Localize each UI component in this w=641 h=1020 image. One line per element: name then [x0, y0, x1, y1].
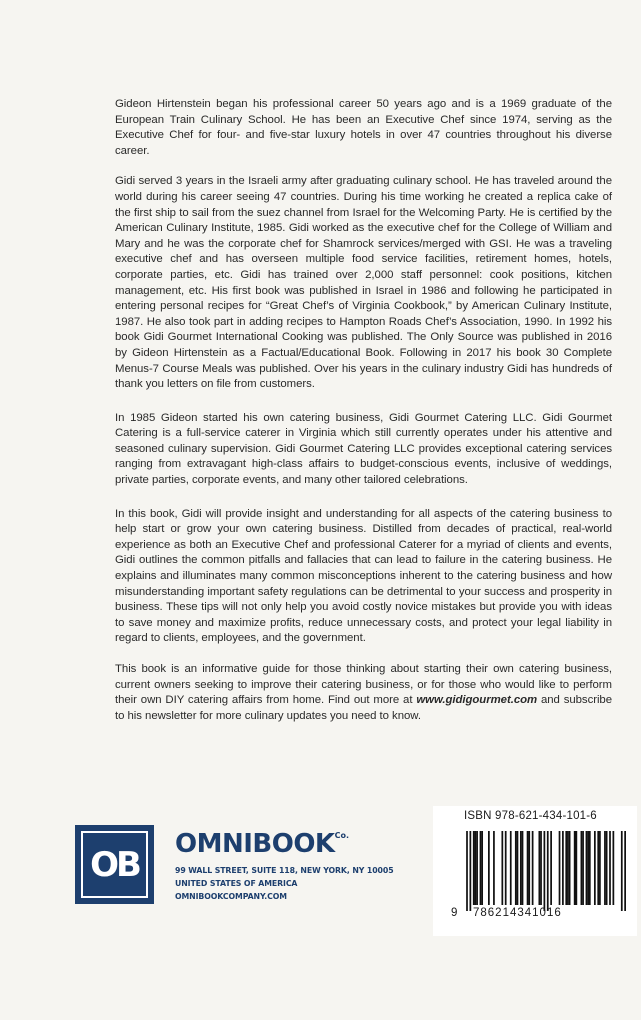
isbn-label: ISBN 978-621-434-101-6	[464, 810, 597, 822]
barcode-bar	[527, 831, 529, 905]
paragraph-closing	[115, 662, 612, 724]
barcode-bar	[522, 831, 524, 905]
paragraph-book-summary: In this book, Gidi will provide insight and understanding for all aspects of the catering business to help start or grow your own catering business. Distilled from decades of practical, real-world experience as both an Executive Chef and professional Caterer for a myriad of clients and events, Gidi outlines the common pitfalls and fallacies that can lead to failure in the catering business. He explains and illuminates many common misconceptions inherent to the catering business and how misunderstanding important safety regulations can be detrimental to your success and prosperity in business. These tips will not only help you avoid costly novice mistakes but provide you with ideas to save money and maximize profits, reduce unnecessary costs, and protect your legal liability in regard to clients, employees, and the government.	[115, 507, 612, 645]
closing-text-end: and subscribe to his newsletter for more culinary updates you need to know.	[115, 694, 613, 722]
barcode-bar	[476, 831, 478, 905]
barcode-bar	[565, 831, 567, 905]
barcode-bar	[480, 831, 482, 905]
barcode-bar	[586, 831, 588, 905]
barcode-bar	[517, 831, 519, 905]
barcode-bar	[559, 831, 561, 905]
barcode-bar	[581, 831, 583, 905]
barcode-icon	[451, 831, 631, 911]
barcode-first-digit: 9	[451, 907, 458, 919]
barcode-bar	[567, 831, 569, 905]
barcode-bar	[574, 831, 576, 905]
barcode-bar	[621, 831, 623, 911]
barcode-bar	[520, 831, 522, 905]
paragraph-career: Gidi served 3 years in the Israeli army after graduating culinary school. He has traveled around the world during his career seeing 47 countries. During his time working he created a replica cake of the first ship to sail from the suez channel from Israel for the Welcoming Party. He is certified by the American Culinary Institute, 1985. Gidi worked as the executive chef for the College of William and Mary and he was the corporate chef for Shamrock services/merged with GSI. He was a traveling executive chef and has overseen multiple food service facilities, retirement homes, hotels, corporate parties, etc. Gidi has trained over 2,000 staff personnel: cook positions, kitchen management, etc. His first book was published in Israel in 1986 and following he participated in entering personal recipes for “Great Chef’s of Virginia Cookbook,” by American Culinary Institute, 1987. He also took part in adding recipes to Hampton Roads Chef’s Association, 1990. In 1992 his book Gidi Gourmet International Cooking was published. The Only Source was published in 2016 by Gideon Hirtenstein as a Factual/Educational Book. Following in 2017 his book 30 Complete Menus-7 Course Meals was published. Over his years in the culinary industry Gidi has hundreds of thank you letters on file from customers.	[115, 175, 612, 391]
barcode-bar	[609, 831, 611, 905]
publisher-block	[75, 825, 395, 905]
barcode-bar	[488, 831, 490, 905]
publisher-logo-letters: OB	[81, 831, 148, 898]
barcode-bar	[599, 831, 601, 905]
barcode-bar	[473, 831, 475, 905]
barcode-bar	[466, 831, 468, 911]
barcode-bar	[470, 831, 472, 911]
barcode-bar	[604, 831, 606, 905]
barcode-bar	[475, 831, 477, 905]
barcode-bar	[582, 831, 584, 905]
barcode-bar	[550, 831, 552, 905]
barcode-bar	[569, 831, 571, 905]
publisher-name	[175, 829, 349, 859]
isbn-barcode-box	[433, 806, 637, 936]
closing-text-start: This book is an informative guide for those thinking about starting their own catering business, current owners seeking to improve their catering business, or for those who would like to perform their own DIY catering affairs from home. Find out more at	[115, 663, 612, 707]
barcode-bar	[613, 831, 615, 905]
publisher-name-text: OMNIBOOK	[175, 829, 335, 859]
publisher-website: OMNIBOOKCOMPANY.COM	[175, 892, 287, 901]
back-cover-text	[115, 97, 612, 739]
barcode-remaining-digits: 786214341016	[473, 907, 562, 919]
barcode-bar	[547, 831, 549, 911]
website-link[interactable]: www.gidigourmet.com	[416, 694, 538, 707]
paragraph-bio: Gideon Hirtenstein began his professional career 50 years ago and is a 1969 graduate of the European Train Culinary School. He has been an Executive Chef since 1974, serving as the Executive Chef for four- and five-star luxury hotels in over 47 countries throughout his diverse career.	[115, 98, 612, 157]
barcode-bar	[624, 831, 626, 911]
publisher-address: 99 WALL STREET, SUITE 118, NEW YORK, NY 10005	[175, 866, 394, 875]
paragraph-catering-business: In 1985 Gideon started his own catering business, Gidi Gourmet Catering LLC. Gidi Gourmet Catering is a full-service caterer in Virginia which still currently operates under his attentive and seasoned culinary supervision. Gidi Gourmet Catering LLC provides exceptional catering services ranging from extravagant high-class affairs to budget-conscious events, inclusive of weddings, private parties, corporate events, and many other tailored celebrations.	[115, 411, 612, 487]
barcode-bar	[515, 831, 517, 905]
barcode-bar	[587, 831, 589, 905]
barcode-bar	[510, 831, 512, 905]
barcode-bar	[540, 831, 542, 905]
publisher-country: UNITED STATES OF AMERICA	[175, 879, 298, 888]
barcode-bar	[589, 831, 591, 905]
publisher-name-suffix: Co.	[334, 831, 349, 840]
barcode-bar	[532, 831, 534, 905]
barcode-bar	[501, 831, 503, 905]
barcode-bar	[594, 831, 596, 905]
barcode-bar	[606, 831, 608, 905]
barcode-bar	[505, 831, 507, 905]
barcode-bar	[597, 831, 599, 905]
barcode-bar	[544, 831, 546, 911]
barcode-bar	[575, 831, 577, 905]
barcode-bar	[538, 831, 540, 905]
publisher-logo	[75, 825, 154, 904]
barcode-bar	[481, 831, 483, 905]
barcode-bar	[562, 831, 564, 905]
barcode-bar	[528, 831, 530, 905]
barcode-bar	[493, 831, 495, 905]
